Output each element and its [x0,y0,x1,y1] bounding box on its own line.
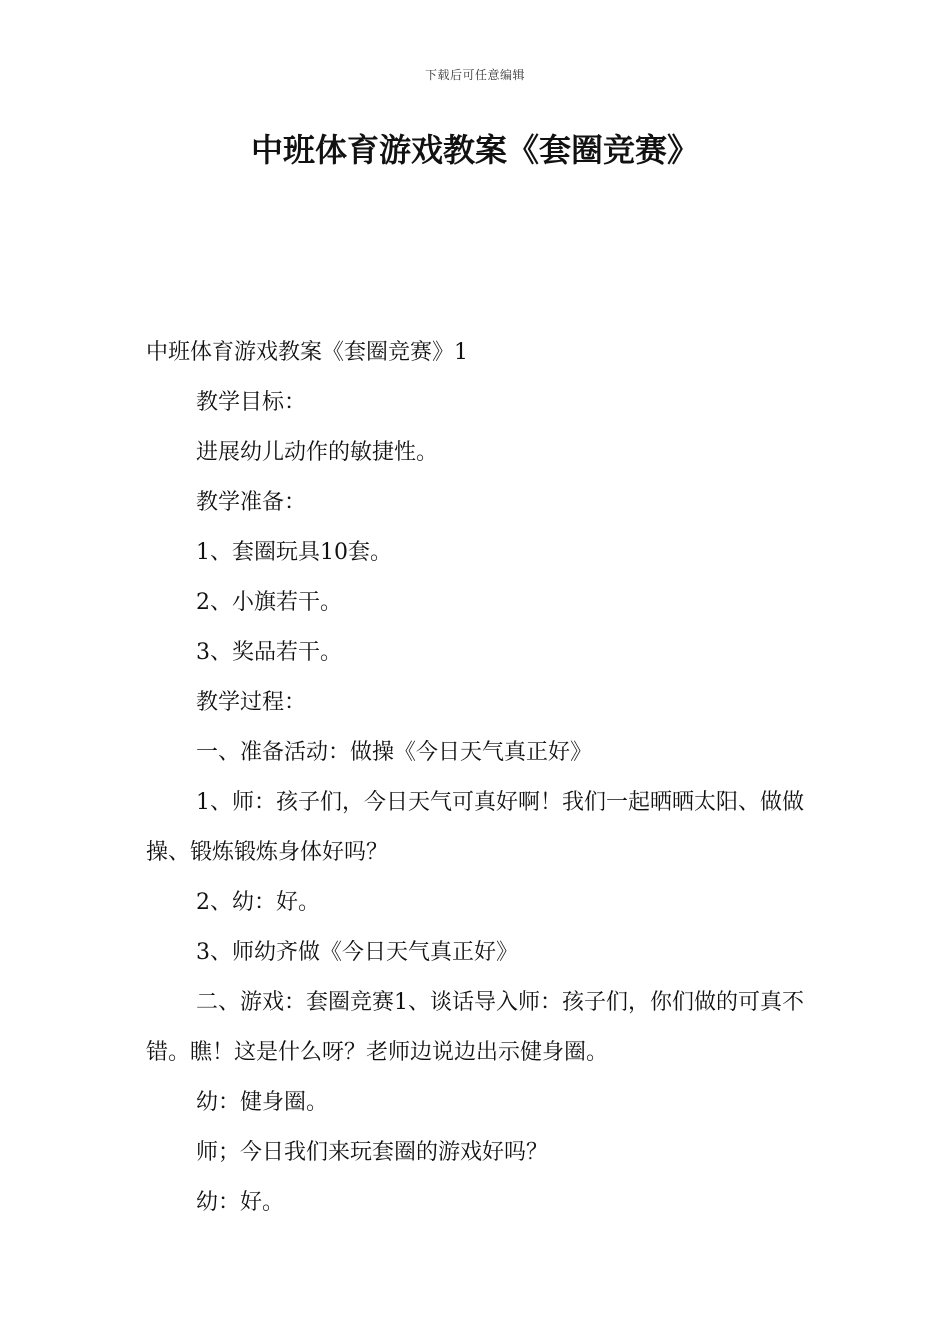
document-title: 中班体育游戏教案《套圈竞赛》 [250,131,699,169]
paragraph: 2、小旗若干。 [196,590,342,615]
paragraph: 3、奖品若干。 [196,640,342,665]
paragraph: 一、准备活动：做操《今日天气真正好》 [196,740,593,765]
paragraph: 教学准备： [196,490,307,515]
paragraph: 3、师幼齐做《今日天气真正好》 [196,940,518,965]
header-note: 下载后可任意编辑 [424,68,525,82]
paragraph: 二、游戏：套圈竞赛1、谈话导入师：孩子们，你们做的可真不错。瞧！这是什么呀？老师边说边出示健身圈。 [146,990,804,1065]
paragraph: 进展幼儿动作的敏捷性。 [196,440,439,465]
paragraph: 幼：好。 [196,1190,285,1215]
paragraph: 2、幼：好。 [196,890,320,915]
paragraph: 教学目标： [196,390,307,415]
paragraph: 1、师：孩子们，今日天气可真好啊！我们一起晒晒太阳、做做操、锻炼锻炼身体好吗？ [146,790,804,865]
paragraph: 幼：健身圈。 [196,1090,329,1115]
document-body [146,328,810,1228]
paragraph: 师；今日我们来玩套圈的游戏好吗？ [196,1140,549,1165]
section-heading: 中班体育游戏教案《套圈竞赛》1 [146,340,468,365]
paragraph: 教学过程： [196,690,307,715]
paragraph: 1、套圈玩具10套。 [196,540,392,565]
